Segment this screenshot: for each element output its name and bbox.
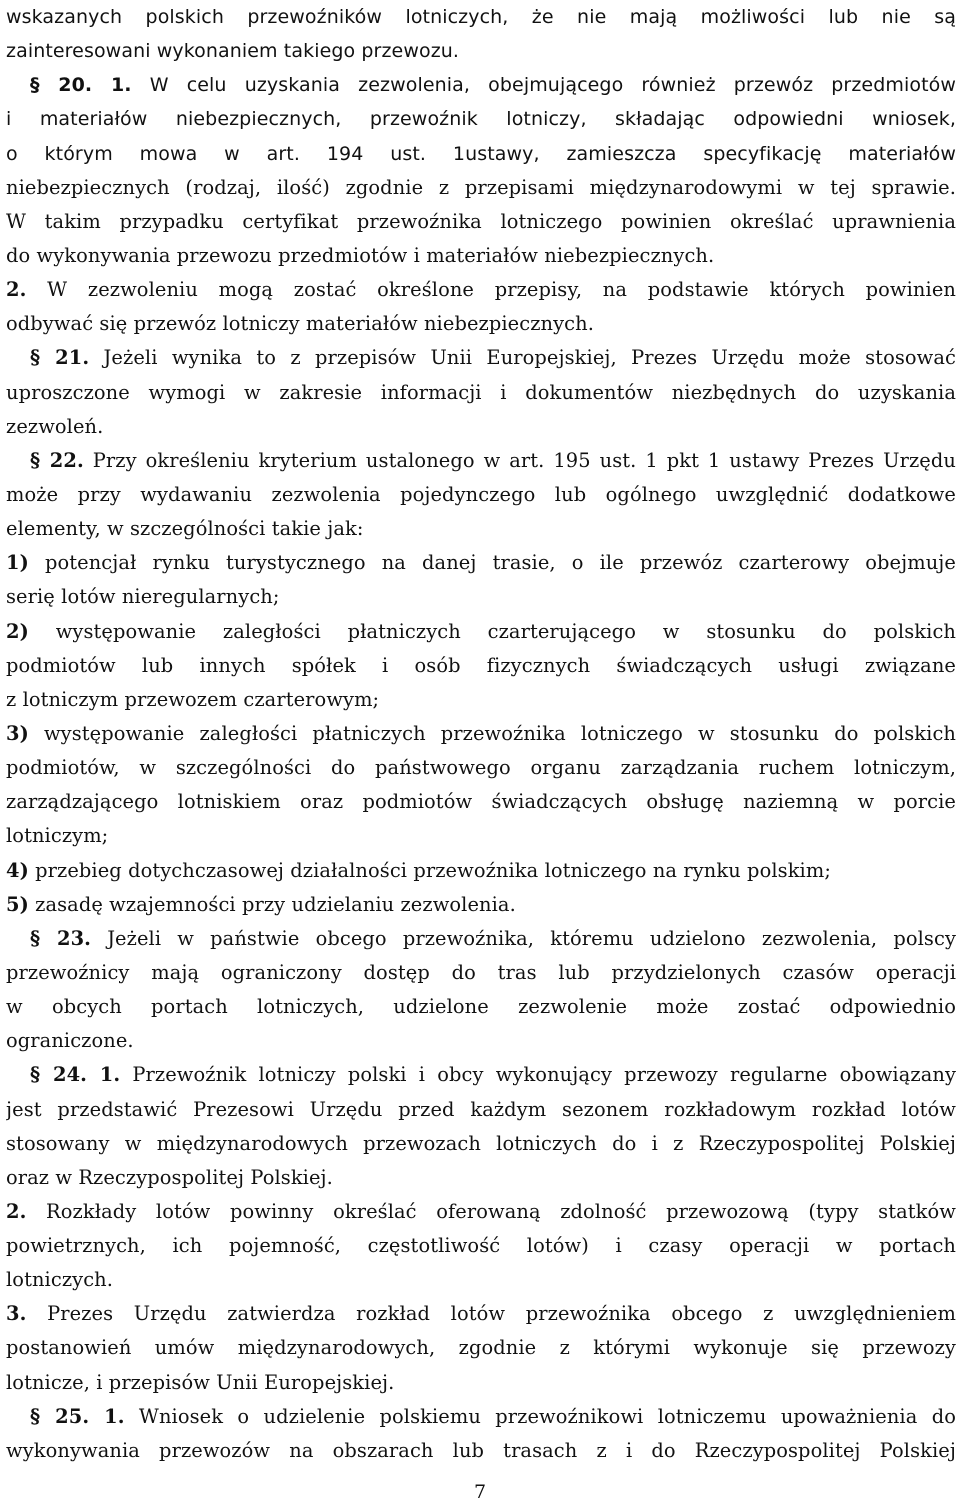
text-line (6, 273, 956, 307)
text-line (6, 410, 956, 444)
text-line (6, 512, 956, 546)
section-number: § 24. 1. (30, 1063, 121, 1087)
text-line (6, 649, 956, 683)
text-line (6, 1263, 956, 1297)
line-text: zarządzającego lotniskiem oraz podmiotów świadczących obsługę naziemną w porcie (6, 790, 956, 814)
text-line (6, 444, 956, 478)
section-number: 2. (6, 1199, 27, 1223)
line-text: występowanie zaległości płatniczych czarterującego w stosunku do polskich (28, 619, 956, 643)
line-text: uproszczone wymogi w zakresie informacji i dokumentów niezbędnych do uzyskania (6, 380, 956, 404)
line-text: W takim przypadku certyfikat przewoźnika lotniczego powinien określać uprawnienia (6, 209, 956, 233)
line-text: lotnicze, i przepisów Unii Europejskiej. (6, 1370, 395, 1394)
text-line (6, 1024, 956, 1058)
document-body (6, 0, 956, 1468)
section-number: 4) (6, 858, 29, 882)
text-line (6, 922, 956, 956)
line-text: powietrznych, ich pojemność, częstotliwość lotów) i czasy operacji w portach (6, 1234, 956, 1258)
line-text: występowanie zaległości płatniczych przewoźnika lotniczego w stosunku do polskich (28, 721, 956, 745)
line-text: serię lotów nieregularnych; (6, 585, 280, 609)
text-line (6, 1229, 956, 1263)
text-line (6, 1297, 956, 1331)
section-number: § 21. (30, 346, 90, 370)
section-number: 1) (6, 551, 29, 575)
text-line (6, 785, 956, 819)
line-text: może przy wydawaniu zezwolenia pojedynczego lub ogólnego uwzględnić dodatkowe (6, 482, 956, 506)
text-line (6, 1331, 956, 1365)
text-line (6, 0, 956, 34)
text-line (6, 341, 956, 375)
line-text: W zezwoleniu mogą zostać określone przepisy, na podstawie których powinien (26, 278, 956, 302)
section-number: § 22. (30, 448, 84, 472)
section-number: 2) (6, 619, 29, 643)
line-text: do wykonywania przewozu przedmiotów i materiałów niebezpiecznych. (6, 243, 715, 267)
text-line (6, 68, 956, 102)
text-line (6, 1434, 956, 1468)
line-text: lotniczym; (6, 824, 109, 848)
text-line (6, 1161, 956, 1195)
text-line (6, 580, 956, 614)
line-text: wykonywania przewozów na obszarach lub trasach z i do Rzeczypospolitej Polskiej (6, 1438, 956, 1462)
text-line (6, 1093, 956, 1127)
text-line (6, 751, 956, 785)
text-line (6, 956, 956, 990)
line-text: podmiotów, w szczególności do państwowego organu zarządzania ruchem lotniczym, (6, 756, 956, 780)
text-line (6, 205, 956, 239)
line-text: zainteresowani wykonaniem takiego przewozu. (6, 40, 460, 63)
text-line (6, 1127, 956, 1161)
line-text: W celu uzyskania zezwolenia, obejmującego również przewóz przedmiotów (131, 74, 956, 97)
section-number: § 25. 1. (30, 1404, 125, 1428)
text-line (6, 239, 956, 273)
line-text: lotniczych. (6, 1268, 114, 1292)
text-line (6, 1195, 956, 1229)
text-line (6, 717, 956, 751)
line-text: oraz w Rzeczypospolitej Polskiej. (6, 1165, 333, 1189)
text-line (6, 478, 956, 512)
text-line (6, 102, 956, 136)
line-text: Przewoźnik lotniczy polski i obcy wykonujący przewozy regularne obowiązany (120, 1063, 956, 1087)
line-text: ograniczone. (6, 1029, 134, 1053)
text-line (6, 137, 956, 171)
text-line (6, 376, 956, 410)
line-text: zezwoleń. (6, 414, 104, 438)
line-text: Wniosek o udzielenie polskiemu przewoźnikowi lotniczemu upoważnienia do (124, 1404, 956, 1428)
text-line (6, 1366, 956, 1400)
text-line (6, 888, 956, 922)
text-line (6, 1058, 956, 1092)
text-line (6, 307, 956, 341)
line-text: Jeżeli wynika to z przepisów Unii Europejskiej, Prezes Urzędu może stosować (89, 346, 956, 370)
line-text: Jeżeli w państwie obcego przewoźnika, któremu udzielono zezwolenia, polscy (91, 926, 956, 950)
line-text: jest przedstawić Prezesowi Urzędu przed każdym sezonem rozkładowym rozkład lotów (6, 1097, 956, 1121)
line-text: w obcych portach lotniczych, udzielone zezwolenie może zostać odpowiednio (6, 995, 956, 1019)
text-line (6, 34, 956, 68)
line-text: stosowany w międzynarodowych przewozach lotniczych do i z Rzeczypospolitej Polskiej (6, 1131, 956, 1155)
text-line (6, 683, 956, 717)
section-number: 5) (6, 892, 29, 916)
line-text: z lotniczym przewozem czarterowym; (6, 687, 380, 711)
text-line (6, 615, 956, 649)
section-number: § 23. (30, 926, 92, 950)
text-line (6, 546, 956, 580)
line-text: i materiałów niebezpiecznych, przewoźnik lotniczy, składając odpowiedni wniosek, (6, 108, 956, 131)
line-text: odbywać się przewóz lotniczy materiałów niebezpiecznych. (6, 312, 594, 336)
line-text: zasadę wzajemności przy udzielaniu zezwolenia. (28, 892, 516, 916)
line-text: o którym mowa w art. 194 ust. 1ustawy, zamieszcza specyfikację materiałów (6, 142, 956, 165)
line-text: elementy, w szczególności takie jak: (6, 517, 364, 541)
line-text: przewoźnicy mają ograniczony dostęp do tras lub przydzielonych czasów operacji (6, 960, 956, 984)
section-number: 2. (6, 278, 27, 302)
text-line (6, 990, 956, 1024)
text-line (6, 854, 956, 888)
line-text: postanowień umów międzynarodowych, zgodnie z którymi wykonuje się przewozy (6, 1336, 956, 1360)
line-text: Prezes Urzędu zatwierdza rozkład lotów przewoźnika obcego z uwzględnieniem (26, 1302, 956, 1326)
line-text: przebieg dotychczasowej działalności przewoźnika lotniczego na rynku polskim; (28, 858, 831, 882)
text-line (6, 819, 956, 853)
text-line (6, 1400, 956, 1434)
line-text: Rozkłady lotów powinny określać oferowaną zdolność przewozową (typy statków (26, 1199, 956, 1223)
line-text: wskazanych polskich przewoźników lotniczych, że nie mają możliwości lub nie są (6, 6, 956, 28)
line-text: potencjał rynku turystycznego na danej trasie, o ile przewóz czarterowy obejmuje (28, 551, 956, 575)
line-text: Przy określeniu kryterium ustalonego w art. 195 ust. 1 pkt 1 ustawy Prezes Urzędu (83, 448, 956, 472)
line-text: podmiotów lub innych spółek i osób fizycznych świadczących usługi związane (6, 653, 956, 677)
line-text: niebezpiecznych (rodzaj, ilość) zgodnie z przepisami międzynarodowymi w tej sprawie. (6, 175, 956, 199)
page-number: 7 (473, 1481, 487, 1503)
section-number: 3. (6, 1302, 27, 1326)
section-number: § 20. 1. (30, 74, 132, 97)
text-line (6, 171, 956, 205)
section-number: 3) (6, 721, 29, 745)
